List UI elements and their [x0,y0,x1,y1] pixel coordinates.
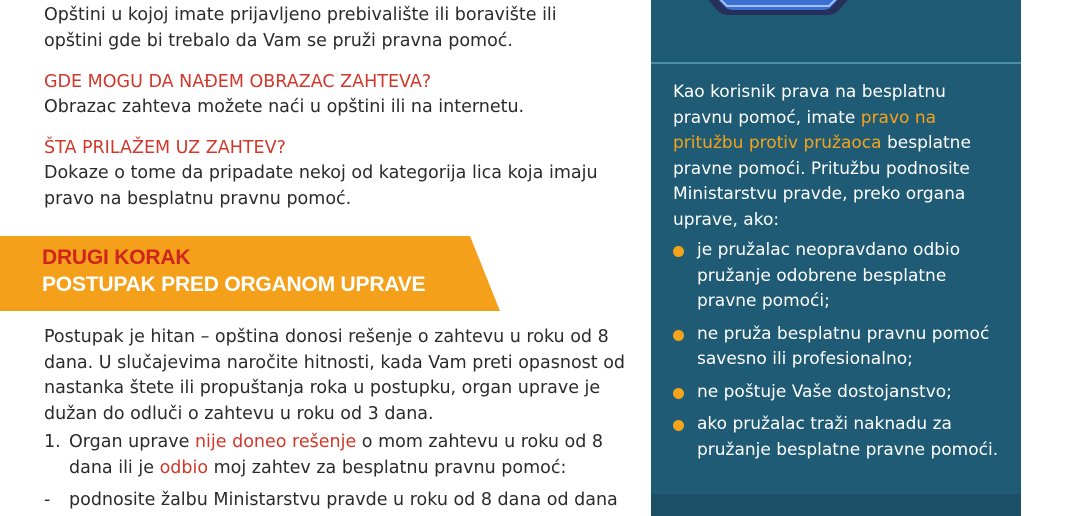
dash-marker: - [44,490,51,510]
dash-item [44,488,664,514]
highlight-complaint-right: pravo na [860,107,937,128]
answer-line-2: pravo na besplatnu pravnu pomoć. [44,188,352,209]
complaint-info [673,80,1008,470]
item-text-part: moj zahtev za besplatnu pravnu pomoć: [208,457,567,478]
item-number: 1. [44,432,61,452]
list-item-line: ne poštuje Vaše dostojanstvo; [697,381,952,402]
answer-line-1: Dokaze o tome da pripadate nekoj od kategorija lica koja imaju [44,163,598,183]
panel-text: besplatne [881,133,971,153]
panel-text: Ministarstvu pravde, preko organa [673,184,966,204]
bullet-dot-icon [673,420,684,431]
list-item-line: je pružalac neopravdano odbio [697,240,961,260]
dash-text: podnosite žalbu Ministarstvu pravde u roku od 8 dana od dana [69,490,618,510]
procedure-line: dana. U slučajevima naročite hitnosti, kada Vam preti opasnost od [44,352,626,373]
list-item-line: pravne pomoći; [697,291,830,311]
highlight-not-decided: nije doneo rešenje [194,432,357,452]
answer-form-location: Obrazac zahteva možete naći u opštini ili na internetu. [44,97,525,117]
list-item-line: savesno ili profesionalno; [697,349,913,369]
panel-footer-band [651,494,1021,516]
list-item-line: pružanje besplatne pravne pomoći. [697,439,999,460]
list-item-line: ako pružalac traži naknadu za [697,414,952,434]
highlight-rejected: odbio [159,457,209,478]
intro-line-1: Opštini u kojoj imate prijavljeno prebivalište ili boravište ili [44,5,557,25]
list-item [673,380,1008,406]
bullet-dot-icon [673,246,684,257]
panel-text: pravne pomoći. Pritužbu podnosite [673,158,970,179]
intro-line-2: opštini gde bi trebalo da Vam se pruži pravna pomoć. [44,30,513,51]
panel-text: pravnu pomoć, imate [673,107,861,128]
procedure-paragraph [44,325,664,427]
panel-divider [651,62,1021,64]
list-item [673,322,1008,373]
panel-text: Kao korisnik prava na besplatnu [673,82,946,102]
numbered-item-1 [44,430,664,481]
info-panel [651,0,1021,516]
list-item [673,412,1008,463]
step-two-banner [0,236,500,311]
procedure-line: nastanka štete ili propuštanja roka u postupku, organ uprave je [44,378,601,398]
complaint-reasons-list [673,238,1008,463]
answer-attachments [44,161,664,212]
list-item [673,238,1008,315]
list-item-line: pružanje odobrene besplatne [697,265,947,286]
item-text [69,430,664,481]
item-text-part: o mom zahtevu u roku od 8 [356,432,604,452]
highlight-complaint-provider: pritužbu protiv pružaoca [673,133,882,153]
bullet-dot-icon [673,330,684,341]
phone-illustration [703,0,853,16]
procedure-line: Postupak je hitan – opština donosi rešenje o zahtevu u roku od 8 [44,327,609,347]
banner-title-white: POSTUPAK PRED ORGANOM UPRAVE [42,273,426,296]
complaint-paragraph [673,80,1008,233]
list-item-line: ne pruža besplatnu pravnu pomoć [697,323,990,344]
item-text-part: Organ uprave [69,432,195,452]
bullet-dot-icon [673,388,684,399]
panel-text: uprave, ako: [673,209,780,230]
intro-text [44,3,664,54]
question-form-location: GDE MOGU DA NAĐEM OBRAZAC ZAHTEVA? [44,72,432,92]
item-text-part: dana ili je [69,457,160,478]
procedure-line: dužan do odluči o zahtevu u roku od 3 dana. [44,403,434,424]
banner-title-red: DRUGI KORAK [42,246,191,269]
question-attachments: ŠTA PRILAŽEM UZ ZAHTEV? [44,138,286,158]
